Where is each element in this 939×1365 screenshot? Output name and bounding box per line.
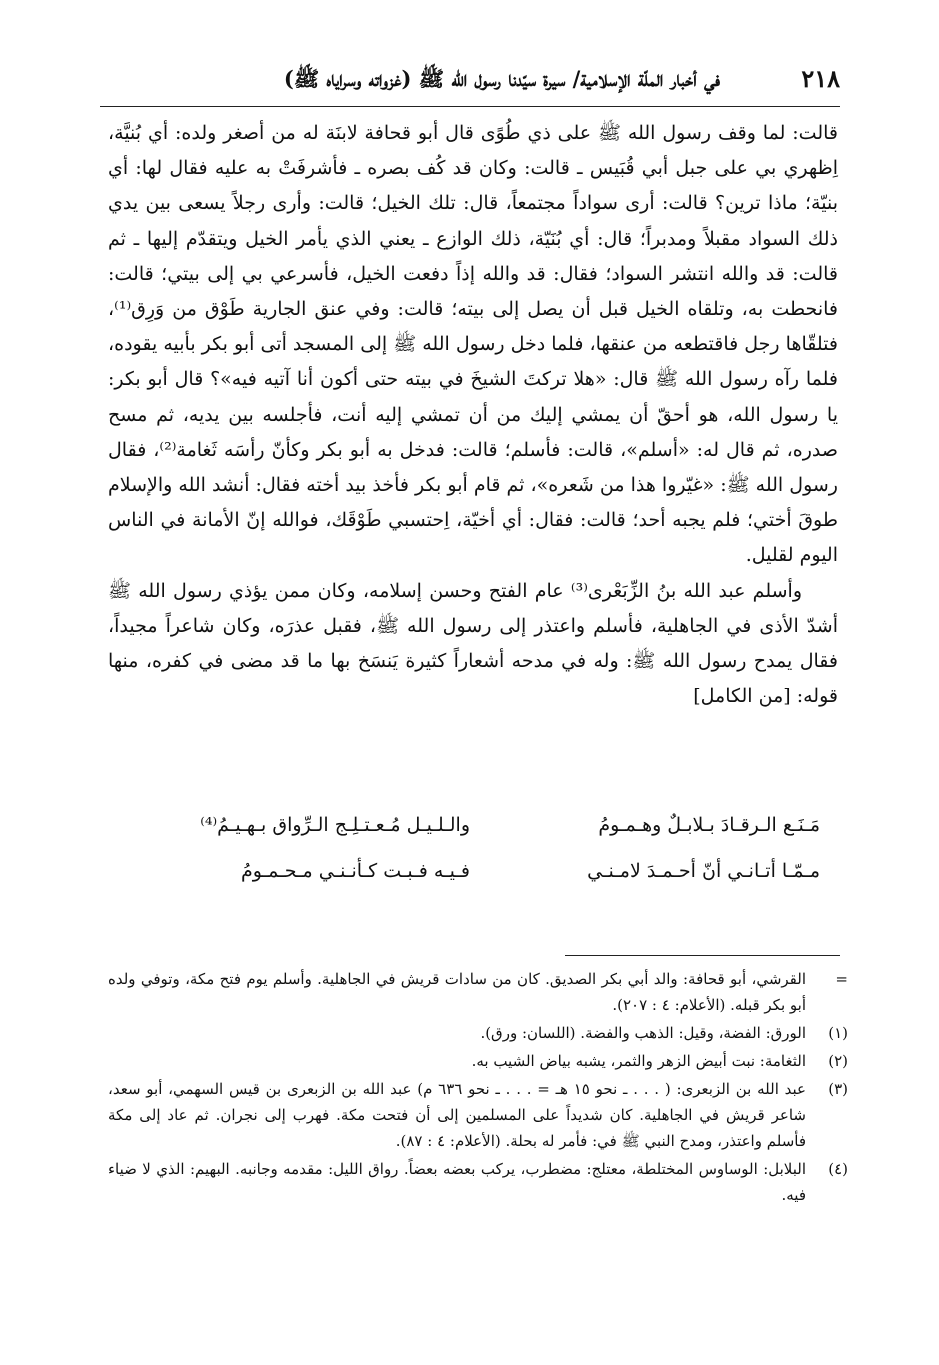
footnote (108, 1048, 848, 1074)
header-rule (100, 106, 840, 107)
verse-second-hemistich: والـلـيـل مُـعـتـلِـج الـرِّواق بـهـيـمُ⁽⁴⁾ (200, 814, 470, 836)
footnote-text: القرشي، أبو قحافة: والد أبي بكر الصديق. كان من سادات قريش في الجاهلية. وأسلم يوم فتح مكة، وتوفي ولده أبو بكر قبله. (الأعلام: ٤ : ٢٠٧). (108, 970, 806, 1014)
verse-second-hemistich: فـيـه فـبـت كـأنـنـي مـحـمـومُ (241, 860, 470, 882)
footnote-mark: (١) (828, 1024, 848, 1042)
footnote (108, 966, 848, 1018)
verse-first-hemistich: مـمّـا أتـانـي أنّ أحـمـدَ لامـنـي (587, 860, 820, 882)
footnote-text: الثغامة: نبت أبيض الزهر والثمر، يشبه بياض الشيب به. (471, 1052, 806, 1070)
verse-first-hemistich: مَـنَـع الـرقـادَ بـلابـلٌ وهـمـومُ (598, 814, 820, 836)
footnotes (108, 966, 848, 1210)
poem-verse (140, 802, 820, 848)
running-header (100, 60, 840, 98)
paragraph: قالت: لما وقف رسول الله ﷺ على ذي طُوًى قال أبو قحافة لابنَة له من أصغر ولده: أي بُنيَّة، اِظهري بي على جبل أبي قُبَيس ـ قالت: وكان قد كُف بصره ـ فأشرفَتْ به عليه فقال لها: أي بنيّة؛ ماذا ترين؟ قالت: أرى سواداً مجتمعاً، قال: تلك الخيل؛ قالت: وأرى رجلاً يسعى بين يدي ذلك السواد مقبلاً ومدبراً؛ قال: أي بُنَيّة، ذلك الوازع ـ يعني الذي يأمر الخيل ويتقدّم إليها ـ ثم قالت: قد والله انتشر السواد؛ فقال: قد والله إذاً دفعت الخيل، فأسرعي بي إلى بيتي؛ قالت: فانحطت به، وتلقاه الخيل قبل أن يصل إلى بيته؛ قالت: وفي عنق الجارية طَوْق من وَرِق⁽¹⁾، فتلقّاها رجل فاقتطعه من عنقها، فلما دخل رسول الله ﷺ إلى المسجد أتى أبو بكر بأبيه يقوده، فلما رآه رسول الله ﷺ قال: «هلا تركتَ الشيخَ في بيته حتى أكون أنا آتيه فيه»؟ قال أبو بكر: يا رسول الله، هو أحقّ أن يمشي إليك من أن تمشي إليه أنت، فأجلسه بين يديه، ثم مسح صدره، ثم قال له: «أسلم»، قالت: فأسلم؛ قالت: فدخل به أبو بكر وكأنّ رأسَه ثَغامة⁽²⁾، فقال رسول الله ﷺ: «غيّروا هذا من شَعره»، ثم قام أبو بكر فأخذ بيد أخته فقال: أنشد الله والإسلام طوقَ أختي؛ فلم يجبه أحد؛ قالت: فقال: أي أخيّة، اِحتسبي طَوْقَك، فوالله إنّ الأمانة في الناس اليوم لقليل. (108, 122, 838, 567)
paragraph: وأسلم عبد الله بنُ الزِّبَعْرى⁽³⁾ عام الفتح وحسن إسلامه، وكان ممن يؤذي رسول الله ﷺ أشدّ الأذى في الجاهلية، فأسلم واعتذر إلى رسول الله ﷺ، فقبل عذرَه، وكان شاعراً مجيداً، فقال يمدح رسول الله ﷺ: وله في مدحه أشعاراً كثيرة يَنسَخ بها ما قد مضى في كفره، منها قوله: [من الكامل] (108, 579, 838, 708)
footnote (108, 1156, 848, 1208)
poem-verse (140, 848, 820, 894)
footnote-text: الورق: الفضة، وقيل: الذهب والفضة. (اللسان: ورق). (480, 1024, 806, 1042)
footnote-text: عبد الله بن الزبعرى: ( . . . ـ نحو ١٥ هـ = . . . ـ نحو ٦٣٦ م) عبد الله بن الزبعرى بن قيس السهمي، أبو سعد، شاعر قريش في الجاهلية. كان شديداً على المسلمين إلى أن فتحت مكة. فهرب إلى نجران. ثم عاد إلى مكة فأسلم واعتذر، ومدح النبي ﷺ في: فأمر له بحلة. (الأعلام: ٤ : ٨٧). (108, 1080, 806, 1150)
footnote-mark: = (835, 970, 848, 988)
footnote-mark: (٣) (828, 1080, 848, 1098)
main-text (108, 116, 838, 714)
footnote-mark: (٢) (828, 1052, 848, 1070)
running-title: في أخبار الملّة الإسلامية/ سيرة سيّدنا رسول الله ﷺ (غزواته وسراياه ﷺ) (283, 66, 720, 91)
footnote-separator (565, 955, 840, 956)
footnote-text: البلابل: الوساوس المختلطة، معتلج: مضطرب، يركب بعضه بعضاً. رواق الليل: مقدمه وجانبه. البهيم: الذي لا ضياء فيه. (108, 1160, 806, 1204)
footnote-mark: (٤) (828, 1160, 848, 1178)
poem (140, 802, 820, 894)
footnote (108, 1076, 848, 1154)
footnote (108, 1020, 848, 1046)
page-number: ٢١٨ (801, 64, 840, 93)
